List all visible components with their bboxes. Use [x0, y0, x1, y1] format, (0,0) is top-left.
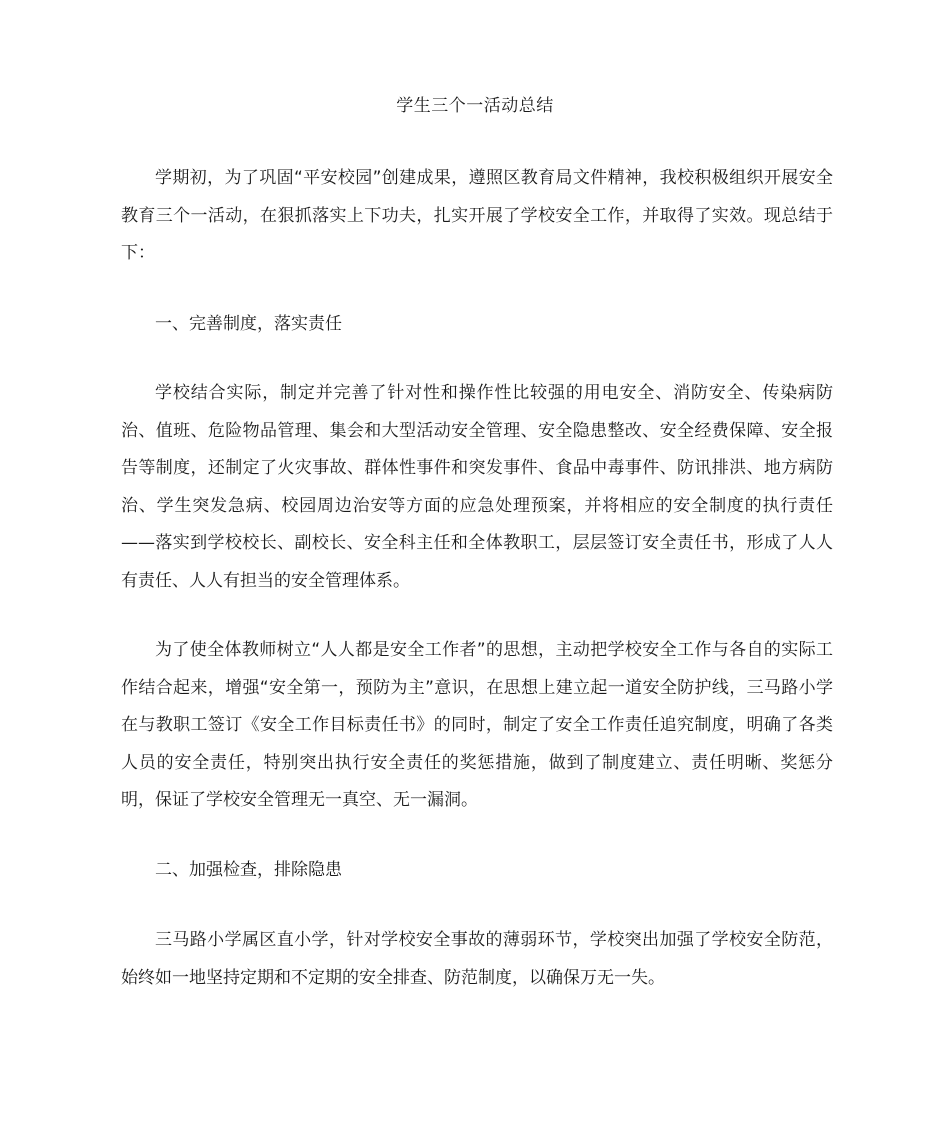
- document-title: 学生三个一活动总结: [396, 96, 554, 116]
- paragraph-inspection: 三马路小学属区直小学，针对学校安全事故的薄弱环节，学校突出加强了学校安全防范，始终如一地坚持定期和不定期的安全排查、防范制度，以确保万无一失。: [121, 930, 833, 988]
- paragraph-system-responsibility: 学校结合实际，制定并完善了针对性和操作性比较强的用电安全、消防安全、传染病防治、值班、危险物品管理、集会和大型活动安全管理、安全隐患整改、安全经费保障、安全报告等制度，还制定了火灾事故、群体性事件和突发事件、食品中毒事件、防讯排洪、地方病防治、学生突发急病、校园周边治安等方面的应急处理预案，并将相应的安全制度的执行责任——落实到学校校长、副校长、安全科主任和全体教职工，层层签订安全责任书，形成了人人有责任、人人有担当的安全管理体系。: [121, 383, 833, 591]
- paragraph-teacher-awareness: 为了使全体教师树立“人人都是安全工作者”的思想，主动把学校安全工作与各自的实际工作结合起来，增强“安全第一，预防为主”意识，在思想上建立起一道安全防护线，三马路小学在与教职工签订《安全工作目标责任书》的同时，制定了安全工作责任追究制度，明确了各类人员的安全责任，特别突出执行安全责任的奖惩措施，做到了制度建立、责任明晰、奖惩分明，保证了学校安全管理无一真空、无一漏洞。: [121, 640, 833, 811]
- section-heading-2: 二、加强检查，排除隐患: [155, 860, 342, 880]
- section-heading-1: 一、完善制度，落实责任: [155, 314, 342, 334]
- paragraph-intro: 学期初，为了巩固“平安校园”创建成果，遵照区教育局文件精神，我校积极组织开展安全教育三个一活动，在狠抓落实上下功夫，扎实开展了学校安全工作，并取得了实效。现总结于下：: [121, 168, 833, 264]
